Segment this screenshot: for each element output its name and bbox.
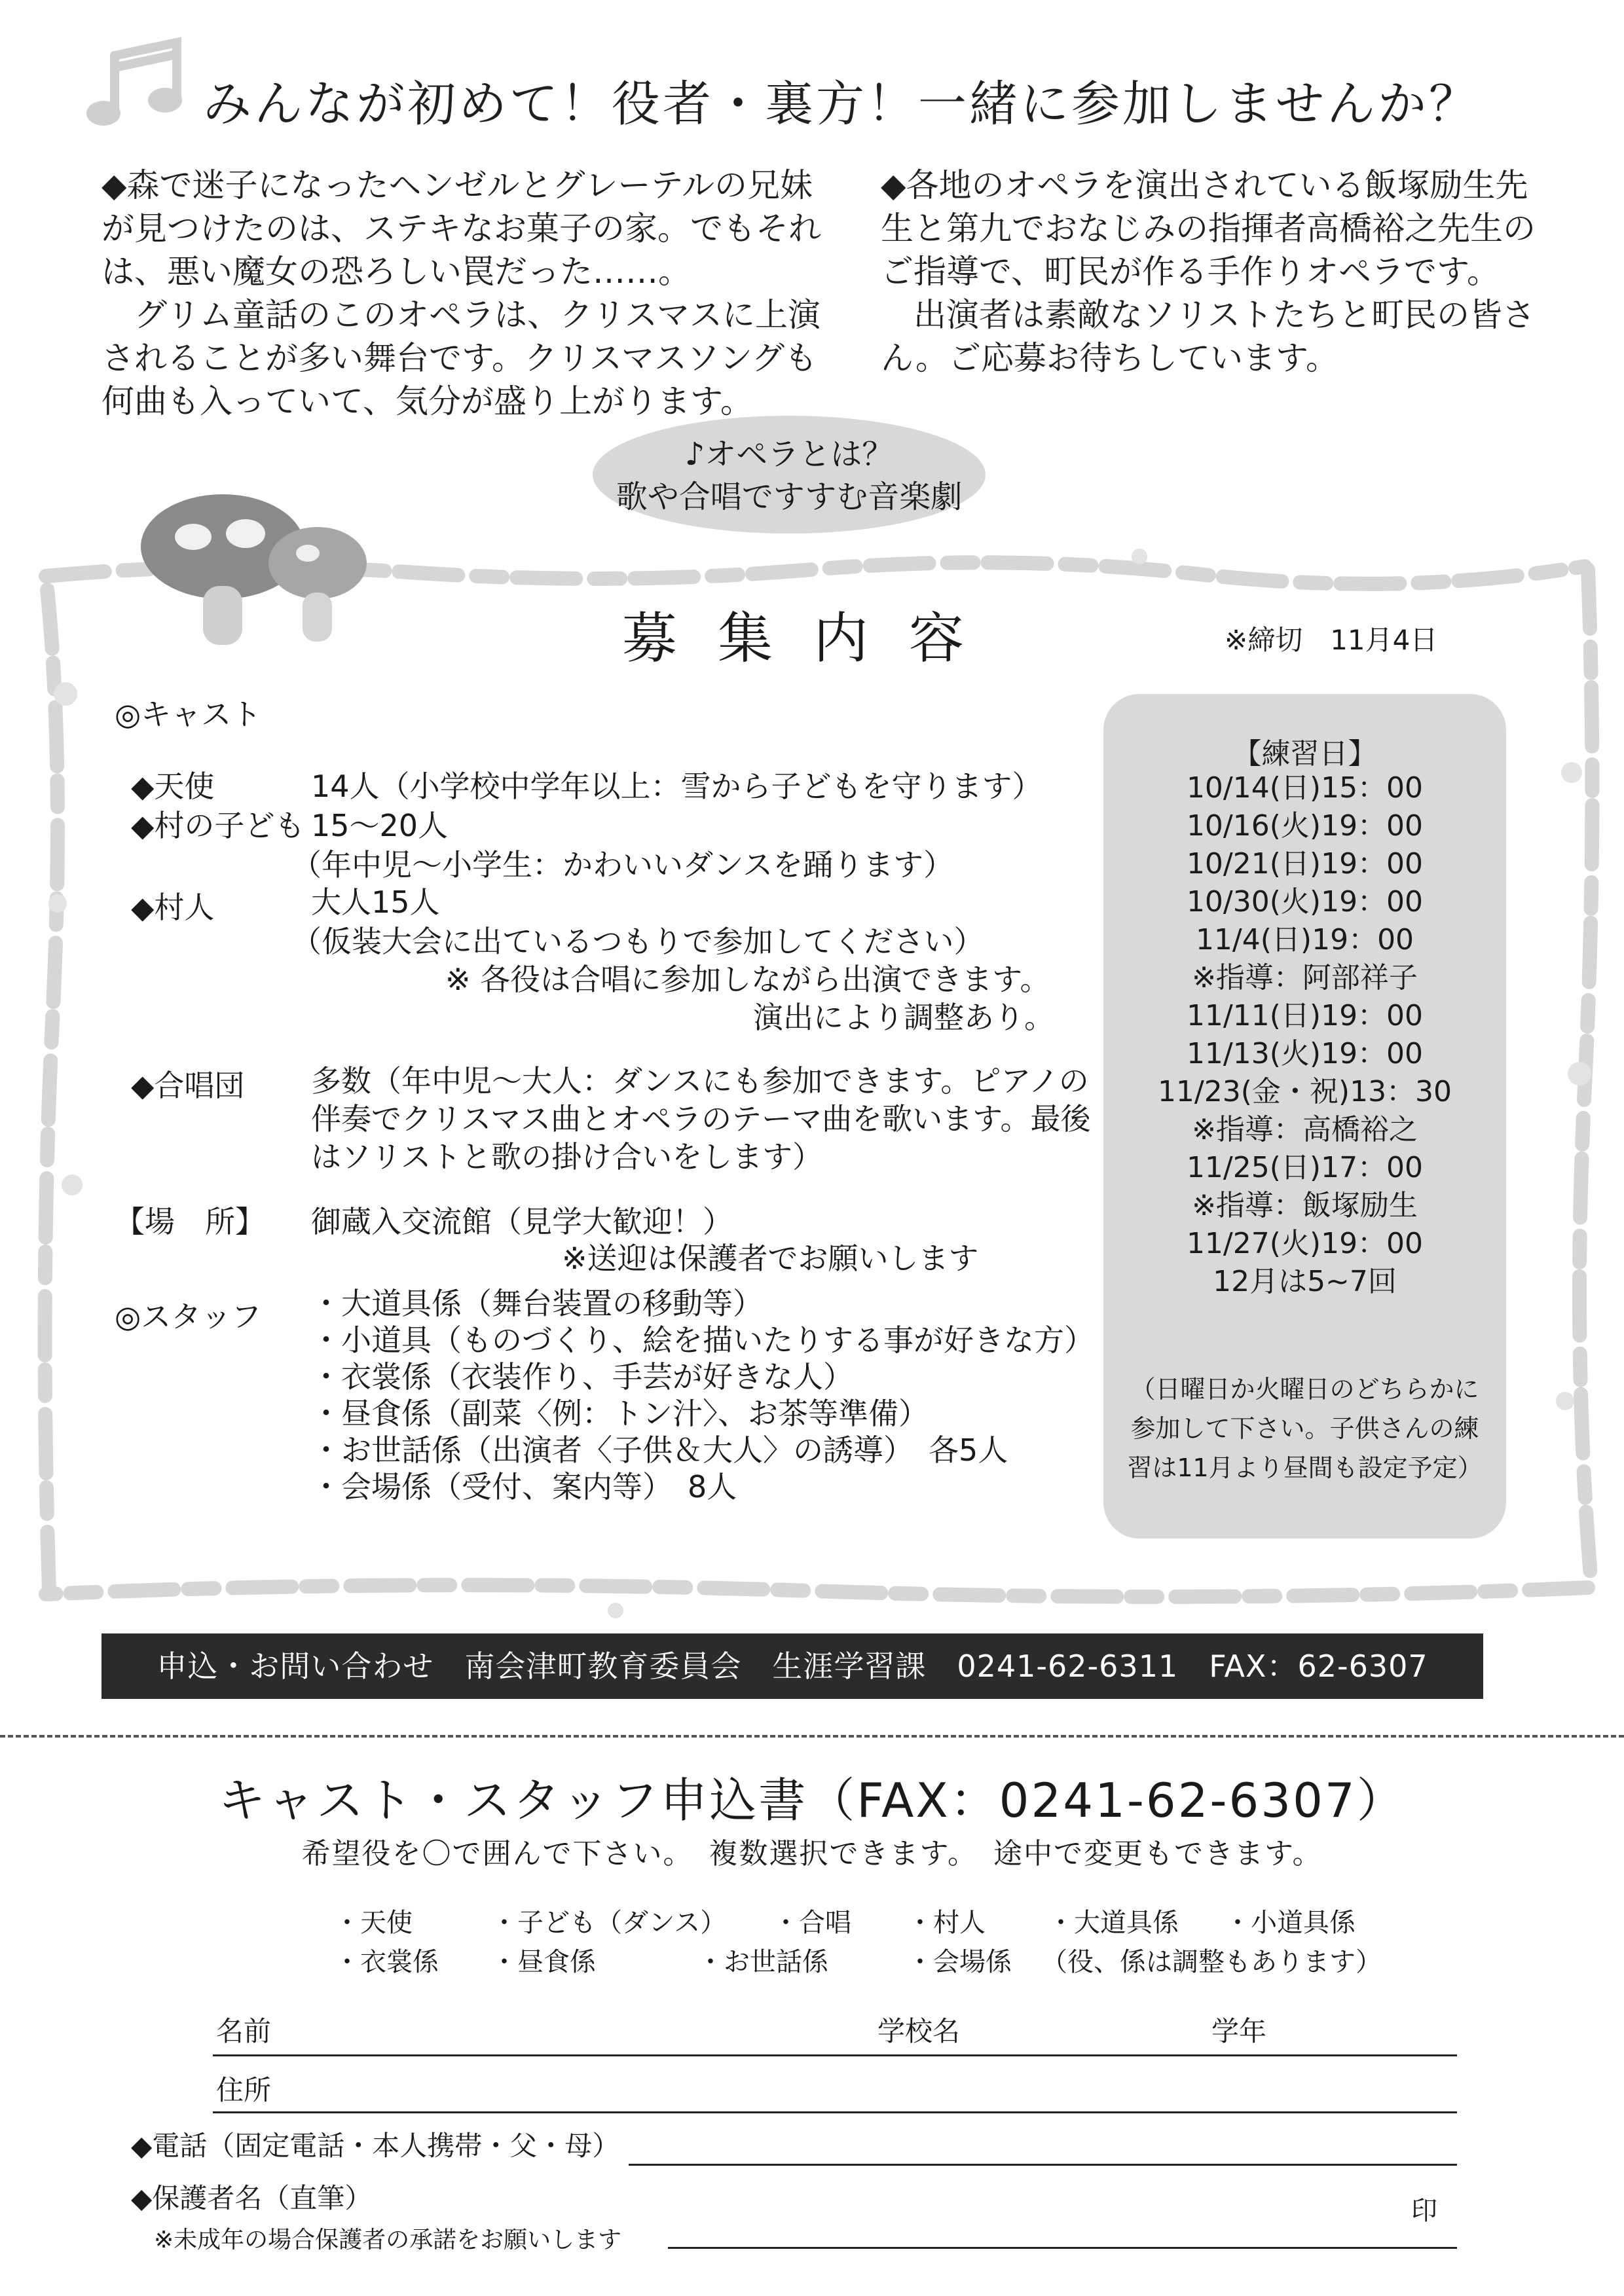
villager-note: （仮装大会に出ているつもりで参加してください） (291, 924, 984, 959)
angel-text: 14人（小学校中学年以上：雪から子どもを守ります） (311, 769, 1043, 804)
practice-item: 11/4(日)19：00 (1195, 923, 1414, 957)
practice-title: 【練習日】 (1232, 737, 1377, 771)
venue-note: ※送迎は保護者でお願いします (562, 1241, 979, 1276)
grade-label: 学年 (1211, 2015, 1267, 2047)
cut-line (0, 1735, 1624, 1738)
role-option-venue[interactable]: ・会場係 (907, 1947, 1012, 1977)
intro-line: ん。ご応募お待ちしています。 (881, 339, 1338, 377)
practice-item: 12月は5~7回 (1213, 1265, 1397, 1298)
guardian-label: ◆保護者名（直筆） (131, 2182, 373, 2214)
role-option-angel[interactable]: ・天使 (334, 1908, 413, 1938)
angel-label: ◆天使 (131, 769, 215, 804)
phone-field[interactable] (629, 2164, 1457, 2166)
child-note: （年中児〜小学生：かわいいダンスを踊ります） (291, 847, 954, 883)
villager-label: ◆村人 (131, 890, 215, 925)
intro-line: が見つけたのは、ステキなお菓子の家。でもそれ (101, 210, 821, 247)
practice-item: 11/23(金・祝)13：30 (1157, 1075, 1452, 1108)
note-adjust: 演出により調整あり。 (753, 1000, 1054, 1035)
choir-line: 伴奏でクリスマス曲とオペラのテーマ曲を歌います。最後 (311, 1101, 1091, 1137)
intro-line: ◆各地のオペラを演出されている飯塚励生先 (881, 166, 1528, 204)
guardian-field[interactable] (668, 2247, 1457, 2249)
address-field[interactable] (213, 2111, 1457, 2113)
intro-line: 出演者は素敵なソリストたちと町民の皆さ (881, 296, 1535, 334)
practice-item: 11/11(日)19：00 (1186, 999, 1424, 1032)
practice-item: ※指導：阿部祥子 (1192, 961, 1418, 994)
role-option-lunch[interactable]: ・昼食係 (491, 1947, 596, 1977)
music-note-icon (79, 36, 190, 134)
school-label: 学校名 (877, 2015, 961, 2047)
staff-item: ・昼食係（副菜〈例：トン汁〉、お茶等準備） (311, 1396, 929, 1431)
choir-line: 多数（年中児〜大人：ダンスにも参加できます。ピアノの (311, 1063, 1089, 1099)
note-sing: ※ 各役は合唱に参加しながら出演できます。 (445, 962, 1050, 997)
practice-note (1103, 1370, 1506, 1487)
staff-label: ◎スタッフ (115, 1299, 262, 1334)
role-adjust-note: （役、係は調整もあります） (1041, 1947, 1382, 1977)
name-label: 名前 (216, 2015, 272, 2047)
headline: みんなが初めて！役者・裏方！一緒に参加しませんか？ (203, 76, 1480, 132)
staff-item: ・小道具（ものづくり、絵を描いたりする事が好きな方） (311, 1322, 1094, 1358)
choir-text (311, 1062, 1090, 1176)
child-text: 15〜20人 (311, 808, 449, 843)
seal-mark: 印 (1411, 2196, 1437, 2226)
practice-note-line: 参加して下さい。子供さんの練 (1130, 1414, 1479, 1443)
choir-line: はソリストと歌の掛け合いをします） (311, 1139, 823, 1175)
address-label: 住所 (216, 2074, 272, 2106)
intro-left (101, 164, 821, 423)
guardian-note: ※未成年の場合保護者の承諾をお願いします (154, 2227, 622, 2253)
role-option-care[interactable]: ・お世話係 (697, 1947, 828, 1977)
form-subtitle: 希望役を〇で囲んで下さい。 複数選択できます。 途中で変更もできます。 (301, 1837, 1323, 1870)
intro-right (881, 164, 1536, 380)
contact-bar: 申込・お問い合わせ 南会津町教育委員会 生涯学習課 0241-62-6311 FAX：62-6307 (101, 1633, 1483, 1699)
staff-item: ・会場係（受付、案内等） 8人 (311, 1469, 737, 1504)
practice-item: 11/25(日)17：00 (1186, 1151, 1424, 1184)
practice-item: 10/16(火)19：00 (1186, 809, 1424, 843)
practice-note-line: 習は11月より昼間も設定予定） (1127, 1453, 1483, 1482)
venue-label: 【場 所】 (115, 1204, 265, 1239)
intro-line: グリム童話のこのオペラは、クリスマスに上演 (101, 296, 821, 334)
practice-item: 10/14(日)15：00 (1186, 771, 1424, 805)
recruitment-title: 募集内容 (622, 606, 1005, 670)
role-option-small-props[interactable]: ・小道具係 (1225, 1908, 1356, 1938)
staff-item: ・大道具係（舞台装置の移動等） (311, 1286, 763, 1321)
practice-item: 10/30(火)19：00 (1186, 885, 1424, 919)
mushroom-illustration (131, 481, 373, 651)
practice-item: 11/27(火)19：00 (1186, 1227, 1424, 1260)
practice-item: ※指導：飯塚励生 (1192, 1189, 1418, 1222)
intro-line: は、悪い魔女の恐ろしい罠だった……。 (101, 253, 691, 291)
practice-item: 11/13(火)19：00 (1186, 1037, 1424, 1070)
staff-item: ・お世話係（出演者〈子供＆大人〉の誘導） 各5人 (311, 1432, 1008, 1468)
practice-item: 10/21(日)19：00 (1186, 847, 1424, 881)
intro-line: されることが多い舞台です。クリスマスソングも (101, 339, 817, 377)
intro-line: 生と第九でおなじみの指揮者高橋裕之先生の (881, 210, 1536, 247)
intro-line: ◆森で迷子になったヘンゼルとグレーテルの兄妹 (101, 166, 813, 204)
practice-note-line: （日曜日か火曜日のどちらかに (1130, 1375, 1479, 1404)
practice-list (1103, 769, 1506, 1301)
choir-label: ◆合唱団 (131, 1068, 245, 1103)
opera-definition: 歌や合唱ですすむ音楽劇 (616, 479, 963, 515)
staff-list (311, 1285, 1094, 1505)
intro-line: 何曲も入っていて、気分が盛り上がります。 (101, 382, 753, 420)
role-option-choir[interactable]: ・合唱 (773, 1908, 851, 1938)
deadline: ※締切 11月4日 (1225, 624, 1438, 656)
role-option-big-props[interactable]: ・大道具係 (1048, 1908, 1179, 1938)
staff-item: ・衣裳係（衣装作り、手芸が好きな人） (311, 1359, 853, 1394)
cast-heading: ◎キャスト (115, 697, 262, 732)
form-title: キャスト・スタッフ申込書（FAX：0241-62-6307） (218, 1773, 1406, 1828)
role-option-villager[interactable]: ・村人 (907, 1908, 986, 1938)
intro-line: ご指導で、町民が作る手作りオペラです。 (881, 253, 1500, 291)
opera-question: ♪オペラとは？ (684, 436, 894, 473)
role-option-costume[interactable]: ・衣裳係 (334, 1947, 439, 1977)
child-label: ◆村の子ども (131, 808, 305, 843)
villager-text: 大人15人 (311, 884, 440, 920)
phone-label: ◆電話（固定電話・本人携帯・父・母） (131, 2130, 620, 2162)
venue-text: 御蔵入交流館（見学大歓迎！） (311, 1204, 733, 1239)
name-field[interactable] (213, 2054, 1457, 2056)
practice-item: ※指導：高橋裕之 (1192, 1113, 1418, 1146)
role-option-child[interactable]: ・子ども（ダンス） (491, 1908, 727, 1938)
